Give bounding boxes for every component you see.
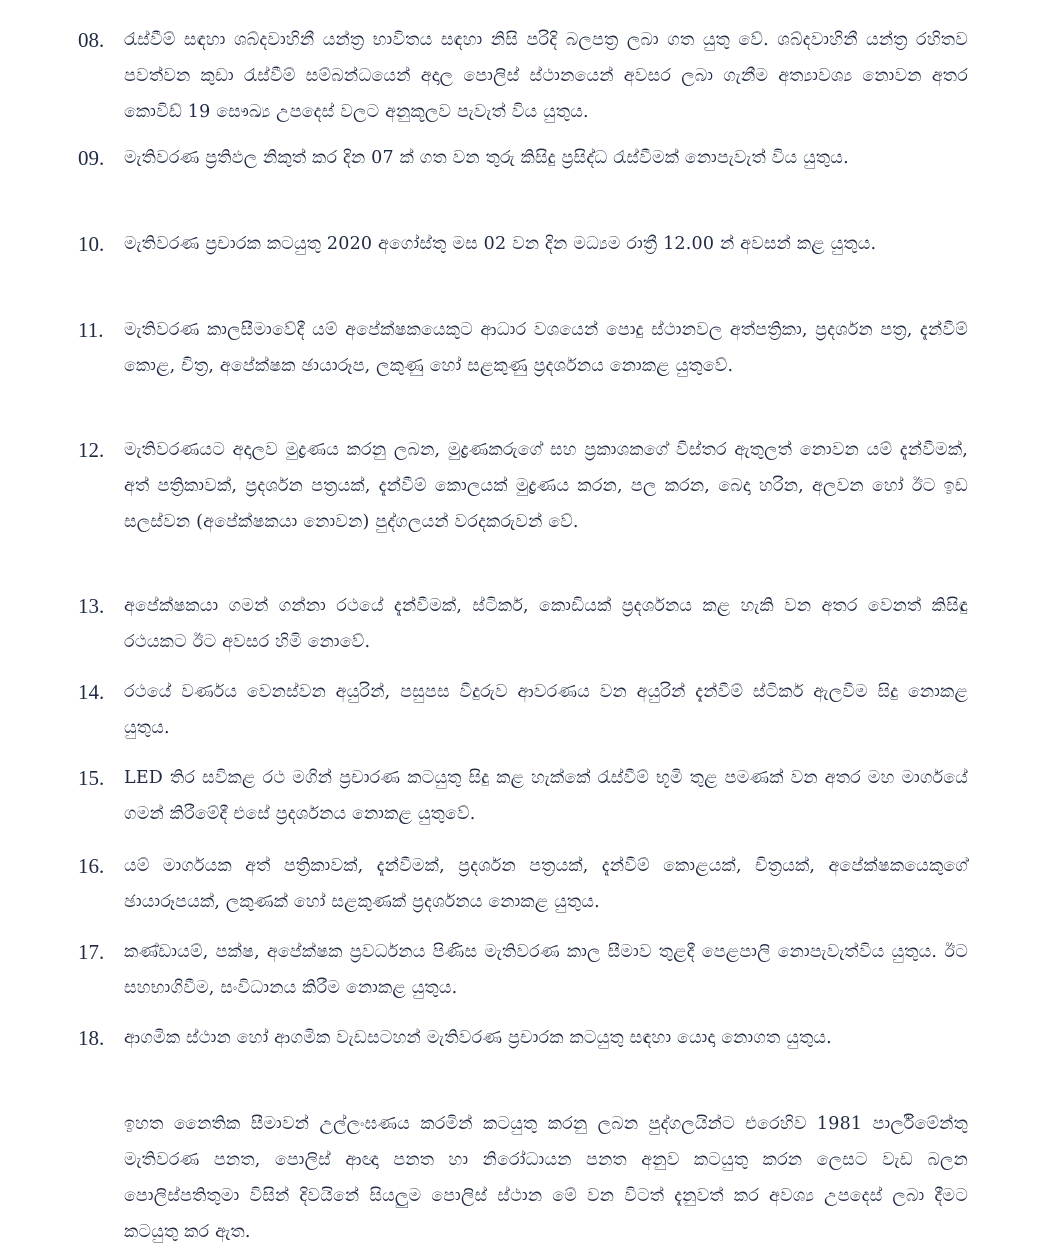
clause-text: රැස්වීම් සඳහා ශබ්දවාහිනී යන්ත්‍ර භාවිතය සඳහා නිසි පරිදි බලපත්‍ර ලබා ගත යුතු වේ. ශබ්දවාහිනී යන්ත්‍ර රහිතව පවත්වන කුඩා රැස්වීම් සම්බන්ධයෙන් අදාල පොලිස් ස්ථානයෙන් අවසර ලබා ගැනීම අත්‍යාවශ්‍ය නොවන අතර කොවිඩ් 19 සෞඛ්‍ය උපදෙස් වලට අනුකූලව පැවැත් විය යුතුය. <box>124 30 968 122</box>
clause-text: ආගමික ස්ථාන හෝ ආගමික වැඩසටහන් මැතිවරණ ප්‍රචාරක කටයුතු සඳහා යොදා නොගත යුතුය. <box>124 1028 832 1048</box>
clause-number: 16. <box>78 854 105 878</box>
clause-text: LED තිර සවිකළ රථ මගින් ප්‍රචාරණ කටයුතු සිදු කළ හැක්කේ රැස්වීම් භූමි තුළ පමණක් වන අතර මහ මාර්ගයේ ගමන් කිරීමේදී එසේ ප්‍රදර්ශනය නොකළ යුතුවේ. <box>124 768 968 824</box>
clause-text: යම් මාර්ගයක අත් පත්‍රිකාවක්, දැන්වීමක්, ප්‍රදර්ශන පත්‍රයක්, දැන්වීම් කොළයක්, චිත්‍රයක්, අපේක්ෂකයෙකුගේ ඡායාරූපයක්, ලකුණක් හෝ සළකුණක් ප්‍රදර්ශනය නොකළ යුතුය. <box>124 856 968 912</box>
clause-17 <box>78 934 968 1006</box>
clause-18 <box>78 1020 968 1056</box>
clause-number: 14. <box>78 680 105 704</box>
clause-text: මැතිවරණ කාලසීමාවේදී යම් අපේක්ෂකයෙකුට ආධාර වශයෙන් පොදු ස්ථානවල අත්පත්‍රිකා, ප්‍රදර්ශන පත්‍ර, දැන්වීම් කොළ, චිත්‍ර, අපේක්ෂක ඡායාරූප, ලකුණු හෝ සළකුණු ප්‍රදර්ශනය නොකළ යුතුවේ. <box>124 320 968 376</box>
clause-text: මැතිවරණ ප්‍රචාරක කටයුතු 2020 අගෝස්තු මස 02 වන දින මධ්‍යම රාත්‍රී 12.00 න් අවසන් කළ යුතුය. <box>124 234 877 254</box>
closing-paragraph: ඉහත නෛතික සීමාවන් උල්ලංඝණය කරමින් කටයුතු කරනු ලබන පුද්ගලයින්ට එරෙහිව 1981 පාර්ලිමේන්තු මැතිවරණ පනත, පොලිස් ආඥා පනත හා නිරෝධායන පනත අනුව කටයුතු කරන ලෙසට වැඩ බලන පොලිස්පතිතුමා විසින් දිවයිනේ සියලුම පොලිස් ස්ථාන මේ වන විටත් දැනුවත් කර අවශ්‍ය උපදෙස් ලබා දීමට කටයුතු කර ඇත. <box>124 1114 968 1242</box>
clause-13 <box>78 588 968 660</box>
clause-16 <box>78 848 968 920</box>
clause-text: රථයේ වර්ණය වෙනස්වන අයුරින්, පසුපස වීදුරුව ආවරණය වන අයුරින් දැන්වීම් ස්ටිකර් ඇලවීම සිදු නොකළ යුතුය. <box>124 682 968 738</box>
clause-number: 08. <box>78 28 105 52</box>
clause-11 <box>78 312 968 384</box>
clause-number: 18. <box>78 1026 105 1050</box>
clause-15 <box>78 760 968 832</box>
clause-14 <box>78 674 968 746</box>
clause-text: මැතිවරණයට අදාලව මුද්‍රණය කරනු ලබන, මුද්‍රණකරුගේ සහ ප්‍රකාශකගේ විස්තර ඇතුලත් නොවන යම් දැන්වීමක්, අත් පත්‍රිකාවක්, ප්‍රදර්ශන පත්‍රයක්, දැන්වීම් කොලයක් මුද්‍රණය කරන, පල කරන, බෙදා හරින, අලවන හෝ ඊට ඉඩ සලස්වන (අපේක්ෂකයා නොවන) පුද්ගලයන් වරදකරුවන් වේ. <box>124 440 968 532</box>
clause-text: අපේක්ෂකයා ගමන් ගන්නා රථයේ දැන්වීමක්, ස්ටිකර්, කොඩියක් ප්‍රදර්ශනය කළ හැකි වන අතර වෙනත් කිසිඳු රථයකට ඊට අවසර හිමි නොවේ. <box>124 596 968 652</box>
clause-number: 12. <box>78 438 105 462</box>
clause-10 <box>78 226 968 262</box>
clause-number: 17. <box>78 940 105 964</box>
clause-number: 10. <box>78 232 105 256</box>
clause-text: කණ්ඩායම්, පක්ෂ, අපේක්ෂක ප්‍රවර්ධනය පිණිස මැතිවරණ කාල සීමාව තුළදී පෙළපාලි නොපැවැත්විය යුතුය. ඊට සහභාගිවීම, සංවිධානය කිරීම නොකළ යුතුය. <box>124 942 968 998</box>
clause-08 <box>78 22 968 130</box>
clause-number: 11. <box>78 318 104 342</box>
clause-12 <box>78 432 968 540</box>
clause-09 <box>78 140 968 176</box>
clause-number: 15. <box>78 766 105 790</box>
clause-number: 09. <box>78 146 105 170</box>
clause-text: මැතිවරණ ප්‍රතිඵල නිකුත් කර දින 07 ක් ගත වන තුරු කිසිදු ප්‍රසිද්ධ රැස්වීමක් නොපැවැත් විය යුතුය. <box>124 148 849 168</box>
clause-number: 13. <box>78 594 105 618</box>
